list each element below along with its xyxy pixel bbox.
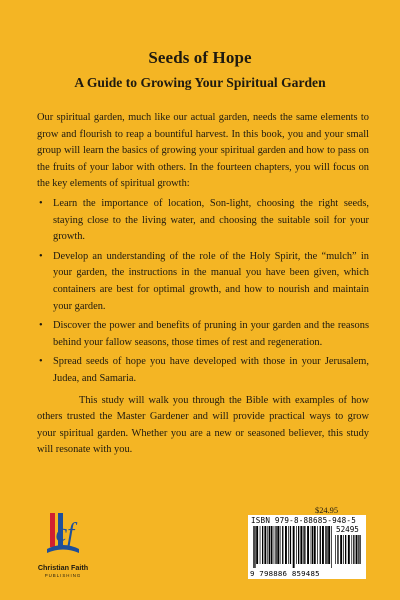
growth-elements-list xyxy=(37,196,369,388)
svg-text:cf: cf xyxy=(55,518,75,547)
publisher-logo xyxy=(33,503,93,583)
ean-barcode-bars xyxy=(253,526,333,568)
list-item xyxy=(37,354,369,387)
description-intro: Our spiritual garden, much like our actual garden, needs the same elements to grow and flourish to reap a bountiful harvest. In this book, you and your small group will learn the basics of growing your spiritual garden and how to pass on the fruits of your labor with others. In the fourteen chapters, you will focus on the key elements of spiritual growth: xyxy=(37,112,369,190)
bullet-icon: • xyxy=(39,197,43,209)
ean-number: 9 798886 859485 xyxy=(250,569,320,578)
list-item-text: Spread seeds of hope you have developed with those in your Jerusalem, Judea, and Samaria. xyxy=(53,356,369,384)
list-item-text: Learn the importance of location, Son-light, choosing the right seeds, staying close to the living water, and choosing the suitable soil for your growth. xyxy=(53,197,369,243)
list-item xyxy=(37,249,369,315)
description-closing: This study will walk you through the Bible with examples of how others trusted the Master Gardener and will provide practical ways to grow your spiritual garden. Whether you are a new or seasoned believer, this study will resonate with you. xyxy=(37,394,369,456)
description-block xyxy=(37,110,369,459)
isbn-number: ISBN 979-8-88685-948-5 xyxy=(251,516,356,525)
list-item xyxy=(37,318,369,351)
isbn-barcode xyxy=(248,515,366,579)
bullet-icon: • xyxy=(39,356,43,368)
bullet-icon: • xyxy=(39,250,43,262)
publisher-tagline: PUBLISHING xyxy=(44,573,82,578)
book-logo-icon xyxy=(43,503,83,561)
bullet-icon: • xyxy=(39,320,43,332)
list-item-text: Discover the power and benefits of pruning in your garden and the reasons behind your fallow seasons, those times of rest and regeneration. xyxy=(53,320,369,348)
price-supplement-number: 52495 xyxy=(336,525,359,534)
book-subtitle: A Guide to Growing Your Spiritual Garden xyxy=(74,75,326,90)
list-item xyxy=(37,196,369,246)
book-title: Seeds of Hope xyxy=(148,48,252,67)
publisher-name: Christian Faith xyxy=(37,563,89,572)
supplement-barcode-bars xyxy=(335,535,363,568)
price-label: $24.95 xyxy=(315,506,339,515)
list-item-text: Develop an understanding of the role of the Holy Spirit, the “mulch” in your garden, the instructions in the manual you have been given, which containers are best for optimal growth, and how to nourish and maintain your garden. xyxy=(53,250,369,312)
